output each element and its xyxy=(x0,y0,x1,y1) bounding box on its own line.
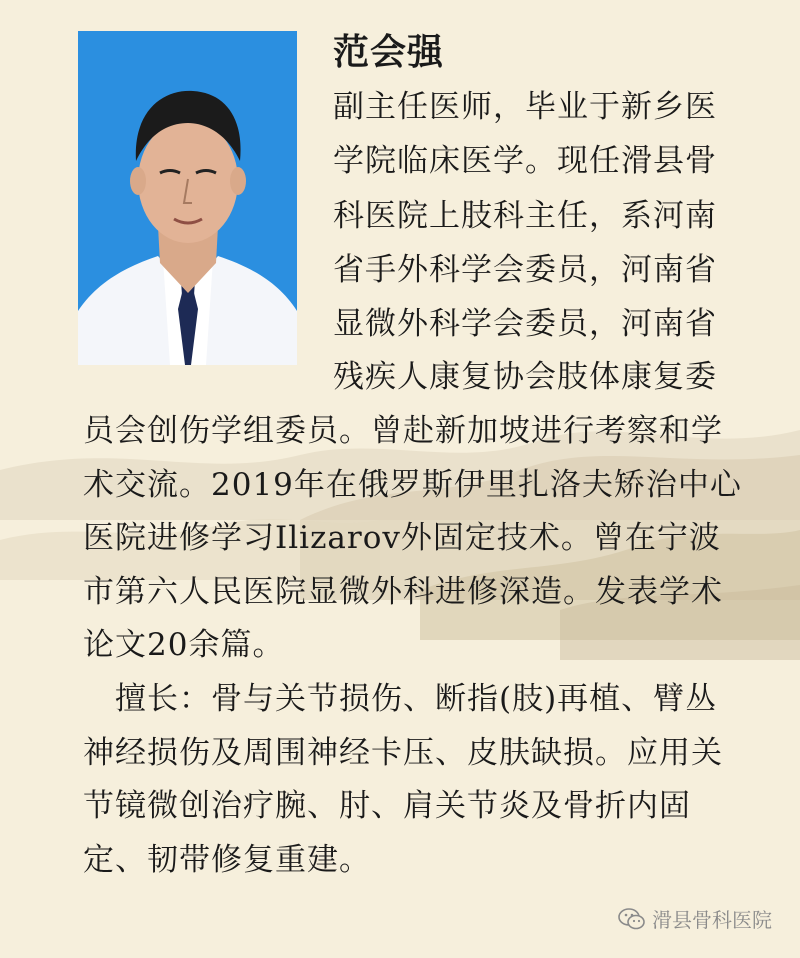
bio-line: 术交流。2019年在俄罗斯伊里扎洛夫矫治中心 xyxy=(83,467,742,503)
bio-line: 显微外科学会委员，河南省 xyxy=(333,306,717,342)
doctor-name: 范会强 xyxy=(333,31,445,73)
specialty-line: 定、韧带修复重建。 xyxy=(83,842,371,878)
bio-line: 论文20余篇。 xyxy=(83,627,285,663)
bio-line: 副主任医师，毕业于新乡医 xyxy=(333,89,717,125)
specialty-line: 擅长：骨与关节损伤、断指(肢)再植、臂丛 xyxy=(83,681,718,717)
bio-line: 学院临床医学。现任滑县骨 xyxy=(333,143,717,179)
bio-line: 市第六人民医院显微外科进修深造。发表学术 xyxy=(83,574,723,610)
bio-line: 员会创伤学组委员。曾赴新加坡进行考察和学 xyxy=(83,413,723,449)
bio-line: 残疾人康复协会肢体康复委 xyxy=(333,359,717,395)
watermark xyxy=(618,904,772,933)
specialty-line: 神经损伤及周围神经卡压、皮肤缺损。应用关 xyxy=(83,735,723,771)
portrait-illustration xyxy=(78,31,297,365)
wechat-icon xyxy=(618,907,646,931)
specialty-line: 节镜微创治疗腕、肘、肩关节炎及骨折内固 xyxy=(83,788,691,824)
bio-line: 省手外科学会委员，河南省 xyxy=(333,252,717,288)
bio-line: 医院进修学习Ilizarov外固定技术。曾在宁波 xyxy=(83,520,721,556)
bio-line: 科医院上肢科主任，系河南 xyxy=(333,198,717,234)
watermark-text: 滑县骨科医院 xyxy=(652,908,772,932)
doctor-photo xyxy=(78,31,297,365)
